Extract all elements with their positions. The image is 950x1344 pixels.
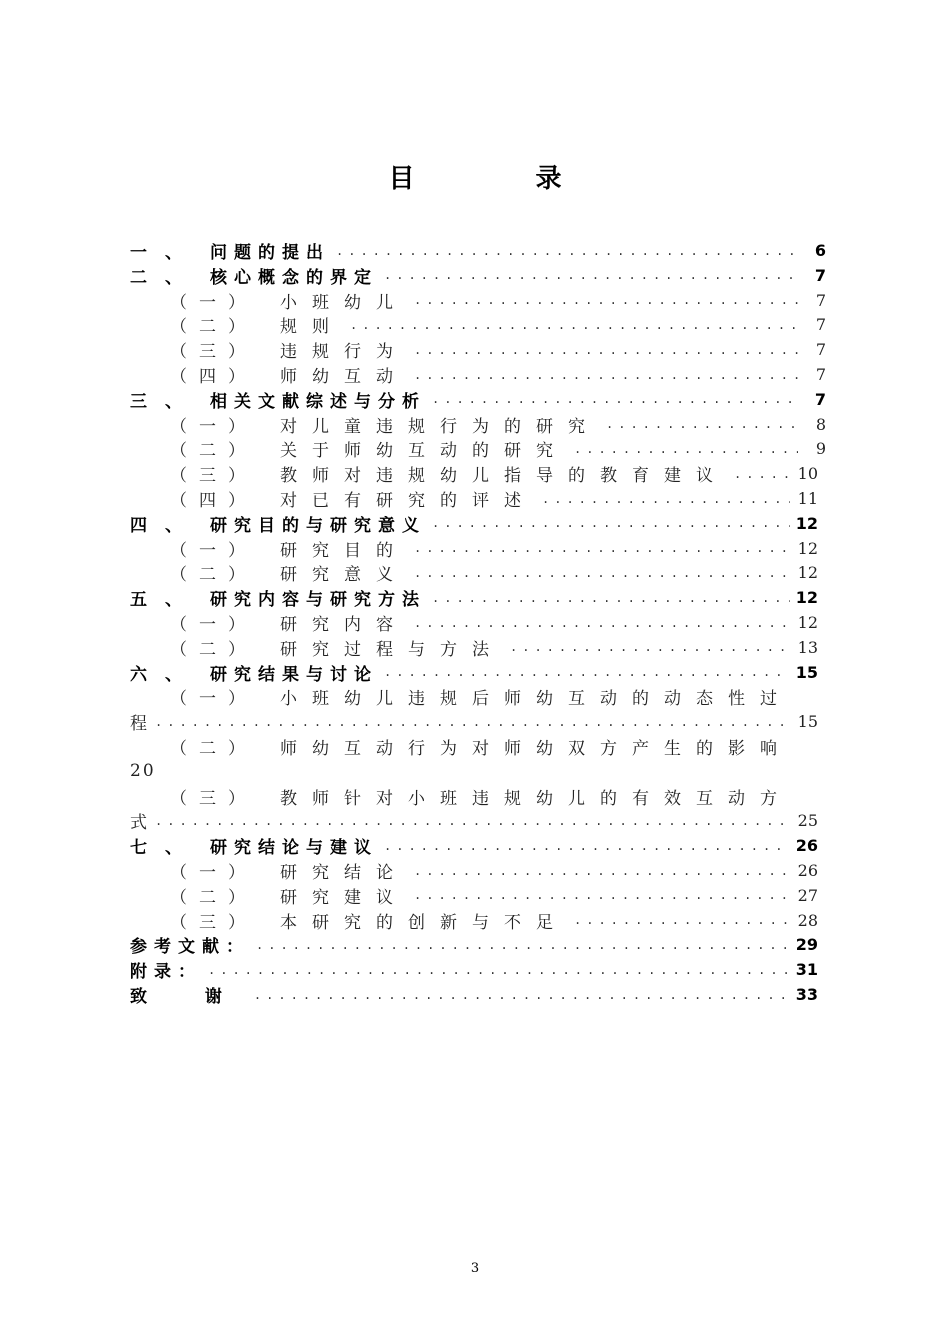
toc-entry-label: 研究结论 bbox=[280, 863, 408, 883]
toc-entry-label: 致 谢 bbox=[130, 987, 248, 1007]
toc-entry-label: 教师针对小班违规幼儿的有效互动方 bbox=[280, 788, 792, 809]
toc-entry[interactable] bbox=[130, 982, 818, 1007]
toc-entry[interactable] bbox=[130, 511, 818, 536]
toc-leader-dots bbox=[414, 343, 798, 357]
toc-entry[interactable] bbox=[130, 883, 818, 908]
toc-entry[interactable] bbox=[130, 808, 818, 833]
toc-entry-number: 一、 bbox=[130, 243, 200, 263]
toc-entry-number: （四） bbox=[170, 367, 257, 387]
toc-entry[interactable] bbox=[130, 436, 826, 461]
toc-entry-number: （三） bbox=[170, 788, 257, 809]
toc-entry[interactable] bbox=[130, 784, 802, 809]
toc-entry-page: 7 bbox=[814, 389, 826, 409]
toc-entry[interactable] bbox=[130, 709, 818, 734]
toc-entry-label: 研究内容 bbox=[280, 615, 408, 635]
toc-entry-label: 式 bbox=[130, 813, 149, 834]
toc-entry-number: 七、 bbox=[130, 838, 200, 859]
toc-entry[interactable] bbox=[130, 312, 826, 337]
toc-entry-label: 研究目的与研究意义 bbox=[210, 515, 426, 536]
toc-leader-dots bbox=[336, 244, 798, 258]
toc-leader-dots bbox=[574, 913, 790, 927]
toc-entry[interactable] bbox=[130, 412, 826, 437]
toc-entry[interactable] bbox=[130, 957, 818, 982]
toc-entry[interactable] bbox=[130, 288, 826, 313]
toc-entry-label: 研究结果与讨论 bbox=[210, 664, 378, 685]
toc-entry-number: （二） bbox=[170, 887, 257, 908]
toc-entry[interactable] bbox=[130, 759, 826, 784]
toc-entry-page: 31 bbox=[795, 960, 818, 980]
toc-leader-dots bbox=[155, 814, 790, 828]
toc-entry[interactable] bbox=[130, 362, 826, 387]
toc-entry-page: 25 bbox=[797, 811, 818, 831]
toc-leader-dots bbox=[384, 665, 790, 679]
toc-entry-page: 7 bbox=[815, 315, 826, 335]
toc-entry-page: 15 bbox=[795, 662, 818, 682]
toc-leader-dots bbox=[542, 492, 790, 506]
toc-leader-dots bbox=[414, 888, 790, 902]
toc-entry-label: 问题的提出 bbox=[210, 243, 330, 263]
toc-leader-dots bbox=[510, 640, 790, 654]
toc-entry-number: 三、 bbox=[130, 391, 200, 412]
toc-entry-label: 研究结论与建议 bbox=[210, 838, 378, 859]
toc-entry-number: 二、 bbox=[130, 267, 200, 288]
toc-entry[interactable] bbox=[130, 461, 818, 486]
toc-entry-label: 师幼互动行为对师幼双方产生的影响 bbox=[280, 739, 792, 759]
toc-entry[interactable] bbox=[130, 660, 818, 685]
toc-entry[interactable] bbox=[130, 684, 802, 709]
toc-entry-page: 12 bbox=[797, 538, 818, 558]
toc-leader-dots bbox=[414, 566, 790, 580]
toc-entry-number: （二） bbox=[170, 441, 257, 462]
toc-entry-page: 26 bbox=[795, 836, 818, 856]
toc-entry-page: 13 bbox=[797, 637, 818, 657]
toc-entry[interactable] bbox=[130, 560, 818, 585]
toc-entry-page: 9 bbox=[815, 439, 826, 459]
toc-leader-dots bbox=[414, 541, 790, 555]
toc-entry-label: 相关文献综述与分析 bbox=[210, 391, 426, 412]
toc-entry-label: 对已有研究的评述 bbox=[280, 491, 536, 511]
toc-entry-number: 六、 bbox=[130, 664, 200, 685]
toc-entry-number: （二） bbox=[170, 317, 257, 338]
toc-entry[interactable] bbox=[130, 585, 818, 610]
toc-entry-number: （三） bbox=[170, 342, 257, 363]
toc-entry[interactable] bbox=[130, 635, 818, 660]
toc-leader-dots bbox=[432, 591, 790, 605]
toc-leader-dots bbox=[384, 268, 798, 282]
toc-entry-number: （一） bbox=[170, 540, 257, 561]
toc-entry-label: 小班幼儿 bbox=[280, 292, 408, 313]
toc-entry-label: 关于师幼互动的研究 bbox=[280, 441, 568, 462]
toc-leader-dots bbox=[606, 417, 798, 431]
toc-entry-number: （一） bbox=[170, 292, 257, 313]
toc-leader-dots bbox=[432, 392, 798, 406]
toc-entry-label: 程 bbox=[130, 714, 149, 735]
toc-entry-label: 违规行为 bbox=[280, 342, 408, 363]
toc-entry-page: 27 bbox=[797, 885, 818, 905]
toc-entry-label: 核心概念的界定 bbox=[210, 267, 378, 288]
toc-entry-number: （四） bbox=[170, 491, 257, 511]
toc-entry-number: （一） bbox=[170, 615, 257, 635]
toc-entry-page: 7 bbox=[814, 265, 826, 285]
toc-entry-label: 研究意义 bbox=[280, 565, 408, 586]
toc-entry[interactable] bbox=[130, 486, 818, 511]
toc-leader-dots bbox=[350, 318, 798, 332]
toc-entry-label: 研究内容与研究方法 bbox=[210, 590, 426, 611]
toc-entry-page: 10 bbox=[797, 464, 818, 484]
toc-entry[interactable] bbox=[130, 734, 802, 759]
toc-leader-dots bbox=[384, 839, 790, 853]
toc-entry-number: 四、 bbox=[130, 515, 200, 536]
toc-leader-dots bbox=[208, 963, 790, 977]
toc-entry-page: 15 bbox=[797, 712, 818, 732]
toc-entry-label: 研究建议 bbox=[280, 887, 408, 908]
toc-entry-number: 五、 bbox=[130, 590, 200, 611]
toc-entry-page: 33 bbox=[795, 985, 818, 1004]
toc-entry[interactable] bbox=[130, 833, 818, 858]
toc-leader-dots bbox=[414, 293, 798, 307]
toc-entry[interactable] bbox=[130, 536, 818, 561]
toc-leader-dots bbox=[574, 442, 798, 456]
toc-entry[interactable] bbox=[130, 238, 826, 263]
toc-entry-page: 29 bbox=[795, 935, 818, 955]
toc-title: 目 录 bbox=[388, 164, 618, 194]
toc-entry[interactable] bbox=[130, 387, 826, 412]
toc-entry-number: （一） bbox=[170, 416, 257, 437]
toc-entry[interactable] bbox=[130, 263, 826, 288]
toc-entry-number: （一） bbox=[170, 863, 257, 883]
toc-entry-page: 12 bbox=[795, 513, 818, 533]
toc-entry-label: 20 bbox=[130, 761, 156, 782]
page-number: 3 bbox=[470, 1261, 480, 1276]
toc-leader-dots bbox=[432, 516, 790, 530]
toc-entry-page: 26 bbox=[797, 861, 818, 880]
toc-leader-dots bbox=[254, 988, 790, 1002]
toc-entry-label: 参考文献： bbox=[130, 937, 250, 958]
toc-entry[interactable] bbox=[130, 908, 818, 933]
toc-entry-label: 研究过程与方法 bbox=[280, 639, 504, 660]
toc-entry-page: 11 bbox=[797, 489, 818, 508]
toc-entry-label: 本研究的创新与不足 bbox=[280, 912, 568, 933]
toc-leader-dots bbox=[734, 467, 790, 481]
toc-entry-number: （二） bbox=[170, 565, 257, 586]
toc-entry-label: 教师对违规幼儿指导的教育建议 bbox=[280, 466, 728, 487]
toc-entry-number: （二） bbox=[170, 639, 257, 660]
toc-entry[interactable] bbox=[130, 337, 826, 362]
toc-entry[interactable] bbox=[130, 932, 818, 957]
toc-entry-page: 7 bbox=[815, 365, 826, 384]
toc-entry-label: 师幼互动 bbox=[280, 367, 408, 387]
toc-entry-label: 研究目的 bbox=[280, 540, 408, 561]
toc-entry-page: 28 bbox=[797, 910, 818, 930]
toc-entry-page: 12 bbox=[797, 613, 818, 632]
toc-entry[interactable] bbox=[130, 858, 818, 883]
toc-entry-label: 对儿童违规行为的研究 bbox=[280, 416, 600, 437]
toc-leader-dots bbox=[414, 864, 790, 878]
toc-entry-page: 12 bbox=[797, 563, 818, 583]
toc-entry-page: 12 bbox=[795, 588, 818, 608]
toc-entry-label: 规则 bbox=[280, 317, 344, 338]
toc-entry-number: （一） bbox=[170, 689, 257, 710]
toc-leader-dots bbox=[414, 616, 790, 630]
toc-entry-number: （三） bbox=[170, 912, 257, 933]
toc-entry[interactable] bbox=[130, 610, 818, 635]
toc-leader-dots bbox=[414, 368, 798, 382]
toc-leader-dots bbox=[155, 715, 790, 729]
toc-entry-label: 附录： bbox=[130, 962, 202, 983]
toc-entry-page: 6 bbox=[814, 241, 826, 260]
toc-leader-dots bbox=[256, 938, 790, 952]
toc-entry-page: 7 bbox=[815, 290, 826, 310]
toc-entry-page: 7 bbox=[815, 340, 826, 360]
toc-entry-page: 8 bbox=[815, 414, 826, 434]
toc-entry-number: （二） bbox=[170, 739, 257, 759]
toc-entry-number: （三） bbox=[170, 466, 257, 487]
toc-entry-label: 小班幼儿违规后师幼互动的动态性过 bbox=[280, 689, 792, 710]
